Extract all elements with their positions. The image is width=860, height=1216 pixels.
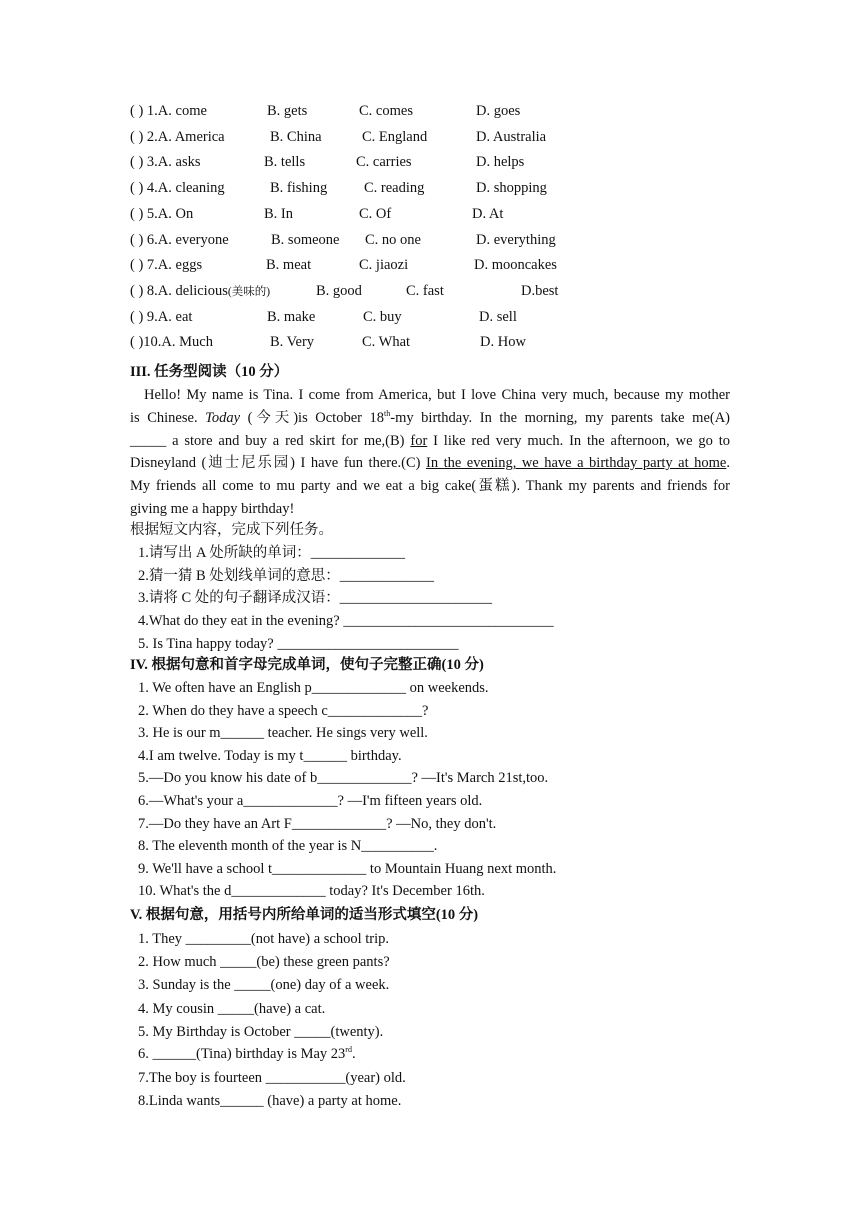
section-5-item bbox=[138, 1045, 356, 1063]
section-4-item: 3. He is our m______ teacher. He sings very well. bbox=[138, 725, 428, 742]
mcq-option-c: C. jiaozi bbox=[359, 257, 409, 274]
mcq-option-c: C. no one bbox=[365, 231, 421, 248]
mcq-option-d: D. everything bbox=[476, 231, 556, 248]
mcq-option-a bbox=[130, 102, 207, 120]
mcq-number: ( ) 7.A. eggs bbox=[130, 257, 203, 274]
section-4-heading: IV. 根据句意和首字母完成单词，使句子完整正确(10 分) bbox=[130, 657, 484, 673]
mcq-row bbox=[130, 282, 590, 300]
mcq-row bbox=[130, 256, 590, 274]
section-3-heading: III. 任务型阅读（10 分） bbox=[130, 364, 289, 380]
mcq-row bbox=[130, 179, 590, 197]
task-item: 5. Is Tina happy today? _________________________ bbox=[138, 635, 459, 652]
passage-sup: th bbox=[384, 408, 391, 418]
mcq-option-c: C. comes bbox=[359, 103, 413, 119]
passage-text: I like red very much. In the afternoon, we go to bbox=[427, 432, 730, 449]
section-5-heading: V. 根据句意，用括号内所给单词的适当形式填空(10 分) bbox=[130, 907, 479, 923]
mcq-row bbox=[130, 128, 590, 146]
section-4-item: 9. We'll have a school t_____________ to Mountain Huang next month. bbox=[138, 860, 557, 877]
mcq-option-b: B. tells bbox=[264, 154, 306, 171]
passage-line-3 bbox=[130, 430, 730, 453]
mcq-note: (美味的) bbox=[227, 285, 271, 298]
mcq-row bbox=[130, 231, 590, 249]
section-5-item: 1. They _________(not have) a school trip. bbox=[138, 931, 390, 947]
passage-today: Today bbox=[205, 409, 241, 426]
passage-text: is Chinese. bbox=[130, 409, 206, 426]
task-item: 3.请将 C 处的句子翻译成汉语：_____________________ bbox=[138, 590, 493, 607]
section-5-item: 3. Sunday is the _____(one) day of a week. bbox=[138, 977, 390, 994]
section-4-item: 10. What's the d_____________ today? It's December 16th. bbox=[138, 883, 485, 900]
mcq-option-a bbox=[130, 282, 270, 301]
passage-line-5: My friends all come to mu party and we eat a big cake(蛋糕). Thank my parents and friends for bbox=[130, 478, 730, 495]
section-4-item: 4.I am twelve. Today is my t______ birthday. bbox=[138, 747, 402, 764]
section-5-item: 2. How much _____(be) these green pants? bbox=[138, 954, 390, 971]
mcq-option-a bbox=[130, 333, 213, 351]
mcq-option-b: B. In bbox=[264, 205, 293, 222]
mcq-option-c: C. fast bbox=[406, 282, 444, 299]
mcq-number: ( ) 9.A. eat bbox=[130, 308, 193, 325]
mcq-option-b: B. China bbox=[270, 128, 322, 145]
mcq-option-c: C. What bbox=[362, 334, 411, 351]
mcq-option-c: C. buy bbox=[363, 308, 402, 325]
section-5-item: 7.The boy is fourteen ___________(year) old. bbox=[138, 1070, 406, 1086]
section-4-item: 6.—What's your a_____________? —I'm fifteen years old. bbox=[138, 793, 483, 809]
passage-text: . bbox=[726, 455, 730, 472]
section-5-item: 4. My cousin _____(have) a cat. bbox=[138, 1000, 326, 1017]
mcq-option-b: B. meat bbox=[266, 257, 312, 274]
mcq-option-a bbox=[130, 153, 200, 171]
section-4-item: 1. We often have an English p_____________ on weekends. bbox=[138, 680, 489, 696]
mcq-option-a bbox=[130, 256, 202, 274]
mcq-option-a bbox=[130, 179, 225, 197]
mcq-option-d: D. goes bbox=[476, 103, 521, 119]
mcq-number: ( ) 6.A. everyone bbox=[130, 231, 229, 248]
section-4-item: 7.—Do they have an Art F_____________? —No, they don't. bbox=[138, 815, 497, 832]
mcq-option-c: C. Of bbox=[359, 205, 392, 222]
passage-underlined-sentence: In the evening, we have a birthday party at home bbox=[425, 455, 727, 472]
task-item: 4.What do they eat in the evening? _____________________________ bbox=[138, 613, 554, 630]
section-4-item: 8. The eleventh month of the year is N__________. bbox=[138, 838, 438, 855]
mcq-option-c: C. reading bbox=[364, 180, 425, 197]
mcq-number: ( )10.A. Much bbox=[130, 334, 213, 351]
passage-line-1: Hello! My name is Tina. I come from America, but I love China very much, because my mother bbox=[144, 387, 730, 403]
mcq-option-b: B. good bbox=[316, 282, 362, 299]
mcq-row bbox=[130, 205, 590, 223]
passage-underlined-for: for bbox=[410, 432, 428, 449]
mcq-option-a bbox=[130, 205, 193, 223]
mcq-number: ( ) 3.A. asks bbox=[130, 154, 201, 171]
mcq-number: ( ) 2.A. America bbox=[130, 128, 225, 145]
passage-text: _____ a store and buy a red skirt for me,(B) bbox=[130, 432, 411, 449]
section-5-item: 8.Linda wants______ (have) a party at home. bbox=[138, 1093, 402, 1109]
mcq-row bbox=[130, 153, 590, 171]
mcq-option-b: B. gets bbox=[267, 103, 308, 119]
task-instruction: 根据短文内容，完成下列任务。 bbox=[130, 522, 333, 538]
mcq-number: ( ) 5.A. On bbox=[130, 205, 194, 222]
passage-line-4 bbox=[130, 452, 730, 475]
passage-line-6: giving me a happy birthday! bbox=[130, 500, 295, 517]
reading-passage bbox=[130, 384, 730, 521]
mcq-option-d: D. helps bbox=[476, 154, 525, 171]
mcq-option-a bbox=[130, 308, 192, 326]
item-text: . bbox=[351, 1046, 356, 1062]
mcq-option-b: B. Very bbox=[270, 334, 315, 351]
mcq-row bbox=[130, 333, 590, 351]
passage-text: -my birthday. In the morning, my parents take me(A) bbox=[390, 409, 731, 426]
mcq-option-d: D. mooncakes bbox=[474, 257, 557, 274]
mcq-option-c: C. carries bbox=[356, 154, 412, 171]
mcq-row bbox=[130, 102, 590, 120]
mcq-option-a bbox=[130, 128, 225, 146]
passage-line-2 bbox=[130, 407, 730, 430]
mcq-option-a bbox=[130, 231, 229, 249]
mcq-option-d: D. shopping bbox=[476, 180, 547, 197]
mcq-number: ( ) 8.A. delicious bbox=[130, 282, 228, 299]
mcq-number: ( ) 1.A. come bbox=[130, 103, 207, 119]
mcq-row bbox=[130, 308, 590, 326]
mcq-option-d: D. Australia bbox=[476, 128, 547, 145]
item-sup: rd bbox=[345, 1045, 352, 1054]
task-item: 1.请写出 A 处所缺的单词：_____________ bbox=[138, 545, 406, 561]
passage-text: Disneyland (迪士尼乐园) I have fun there.(C) bbox=[130, 455, 426, 472]
section-4-item: 2. When do they have a speech c_____________? bbox=[138, 702, 429, 719]
mcq-number: ( ) 4.A. cleaning bbox=[130, 180, 225, 197]
mcq-option-d: D. At bbox=[472, 205, 504, 222]
item-text: 6. ______(Tina) birthday is May 23 bbox=[138, 1046, 346, 1062]
mcq-option-c: C. England bbox=[362, 128, 428, 145]
passage-text: (今天)is October 18 bbox=[240, 409, 385, 426]
section-4-item: 5.—Do you know his date of b_____________? —It's March 21st,too. bbox=[138, 770, 549, 787]
mcq-option-d: D.best bbox=[521, 282, 559, 299]
task-item: 2.猜一猜 B 处划线单词的意思：_____________ bbox=[138, 567, 435, 584]
mcq-option-d: D. How bbox=[480, 334, 526, 351]
mcq-option-d: D. sell bbox=[479, 308, 517, 325]
mcq-option-b: B. someone bbox=[271, 231, 340, 248]
mcq-option-b: B. make bbox=[267, 308, 316, 325]
section-5-item: 5. My Birthday is October _____(twenty). bbox=[138, 1023, 384, 1040]
mcq-option-b: B. fishing bbox=[270, 180, 328, 197]
